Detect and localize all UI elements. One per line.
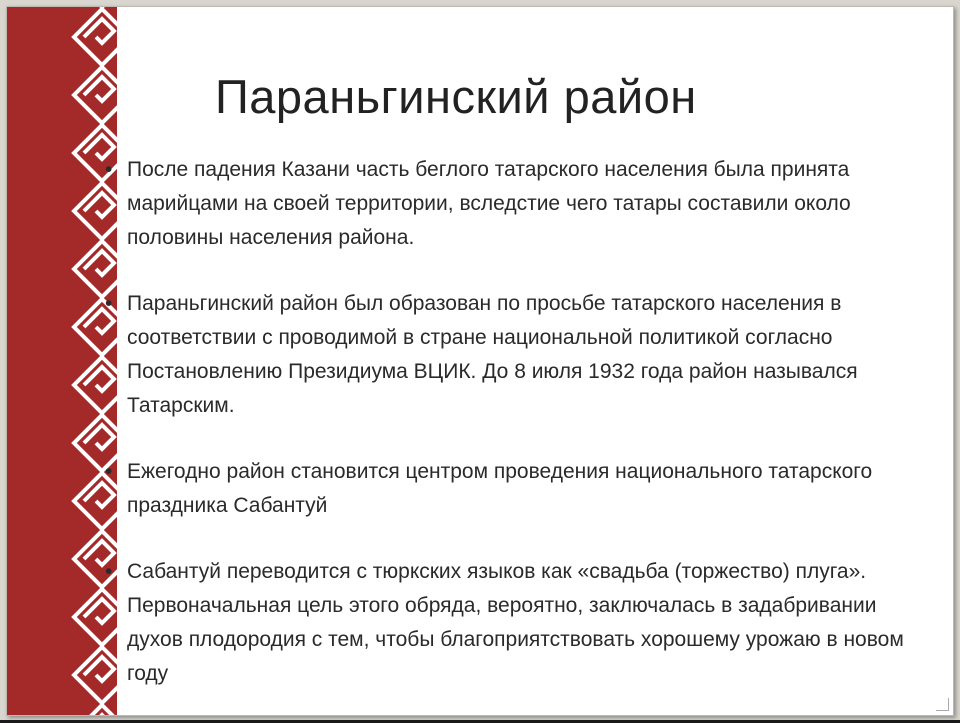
ornament-motif-icon	[74, 647, 117, 703]
slide	[6, 6, 954, 716]
ornament-pattern-icon	[7, 7, 117, 715]
ornament-motif-icon	[74, 183, 117, 239]
bullet-list	[119, 153, 919, 723]
bullet-item	[119, 555, 919, 691]
ornament-motif-icon	[74, 705, 117, 715]
ornament-motif-icon	[74, 589, 117, 645]
bullet-text: • После падения Казани часть беглого татарского населения была принята марийцами на своей территории, вследстие чего татары составили около половины населения района.	[127, 158, 851, 249]
bullet-text: • Ежегодно район становится центром проведения национального татарского праздника Сабантуй	[127, 460, 873, 517]
ornament-band	[7, 7, 117, 715]
bullet-text: • Параньгинский район был образован по просьбе татарского населения в соответствии с проводимой в стране национальной политикой согласно Постановлению Президиума ВЦИК. До 8 июля 1932 года район назывался Татарским.	[127, 292, 858, 417]
slide-content	[119, 7, 953, 715]
bullet-text: • Сабантуй переводится с тюркских языков как «свадьба (торжество) плуга». Первоначальная цель этого обряда, вероятно, заключалась в задабривании духов плодородия с тем, чтобы благоприятствовать хорошему урожаю в новом году	[127, 560, 904, 685]
bullet-item	[119, 455, 919, 523]
ornament-motif-icon	[74, 357, 117, 413]
ornament-motif-icon	[74, 9, 117, 65]
ornament-motif-icon	[74, 67, 117, 123]
corner-mark	[936, 698, 949, 711]
bullet-item	[119, 287, 919, 423]
bullet-item	[119, 153, 919, 255]
slide-title: Параньгинский район	[215, 70, 697, 123]
